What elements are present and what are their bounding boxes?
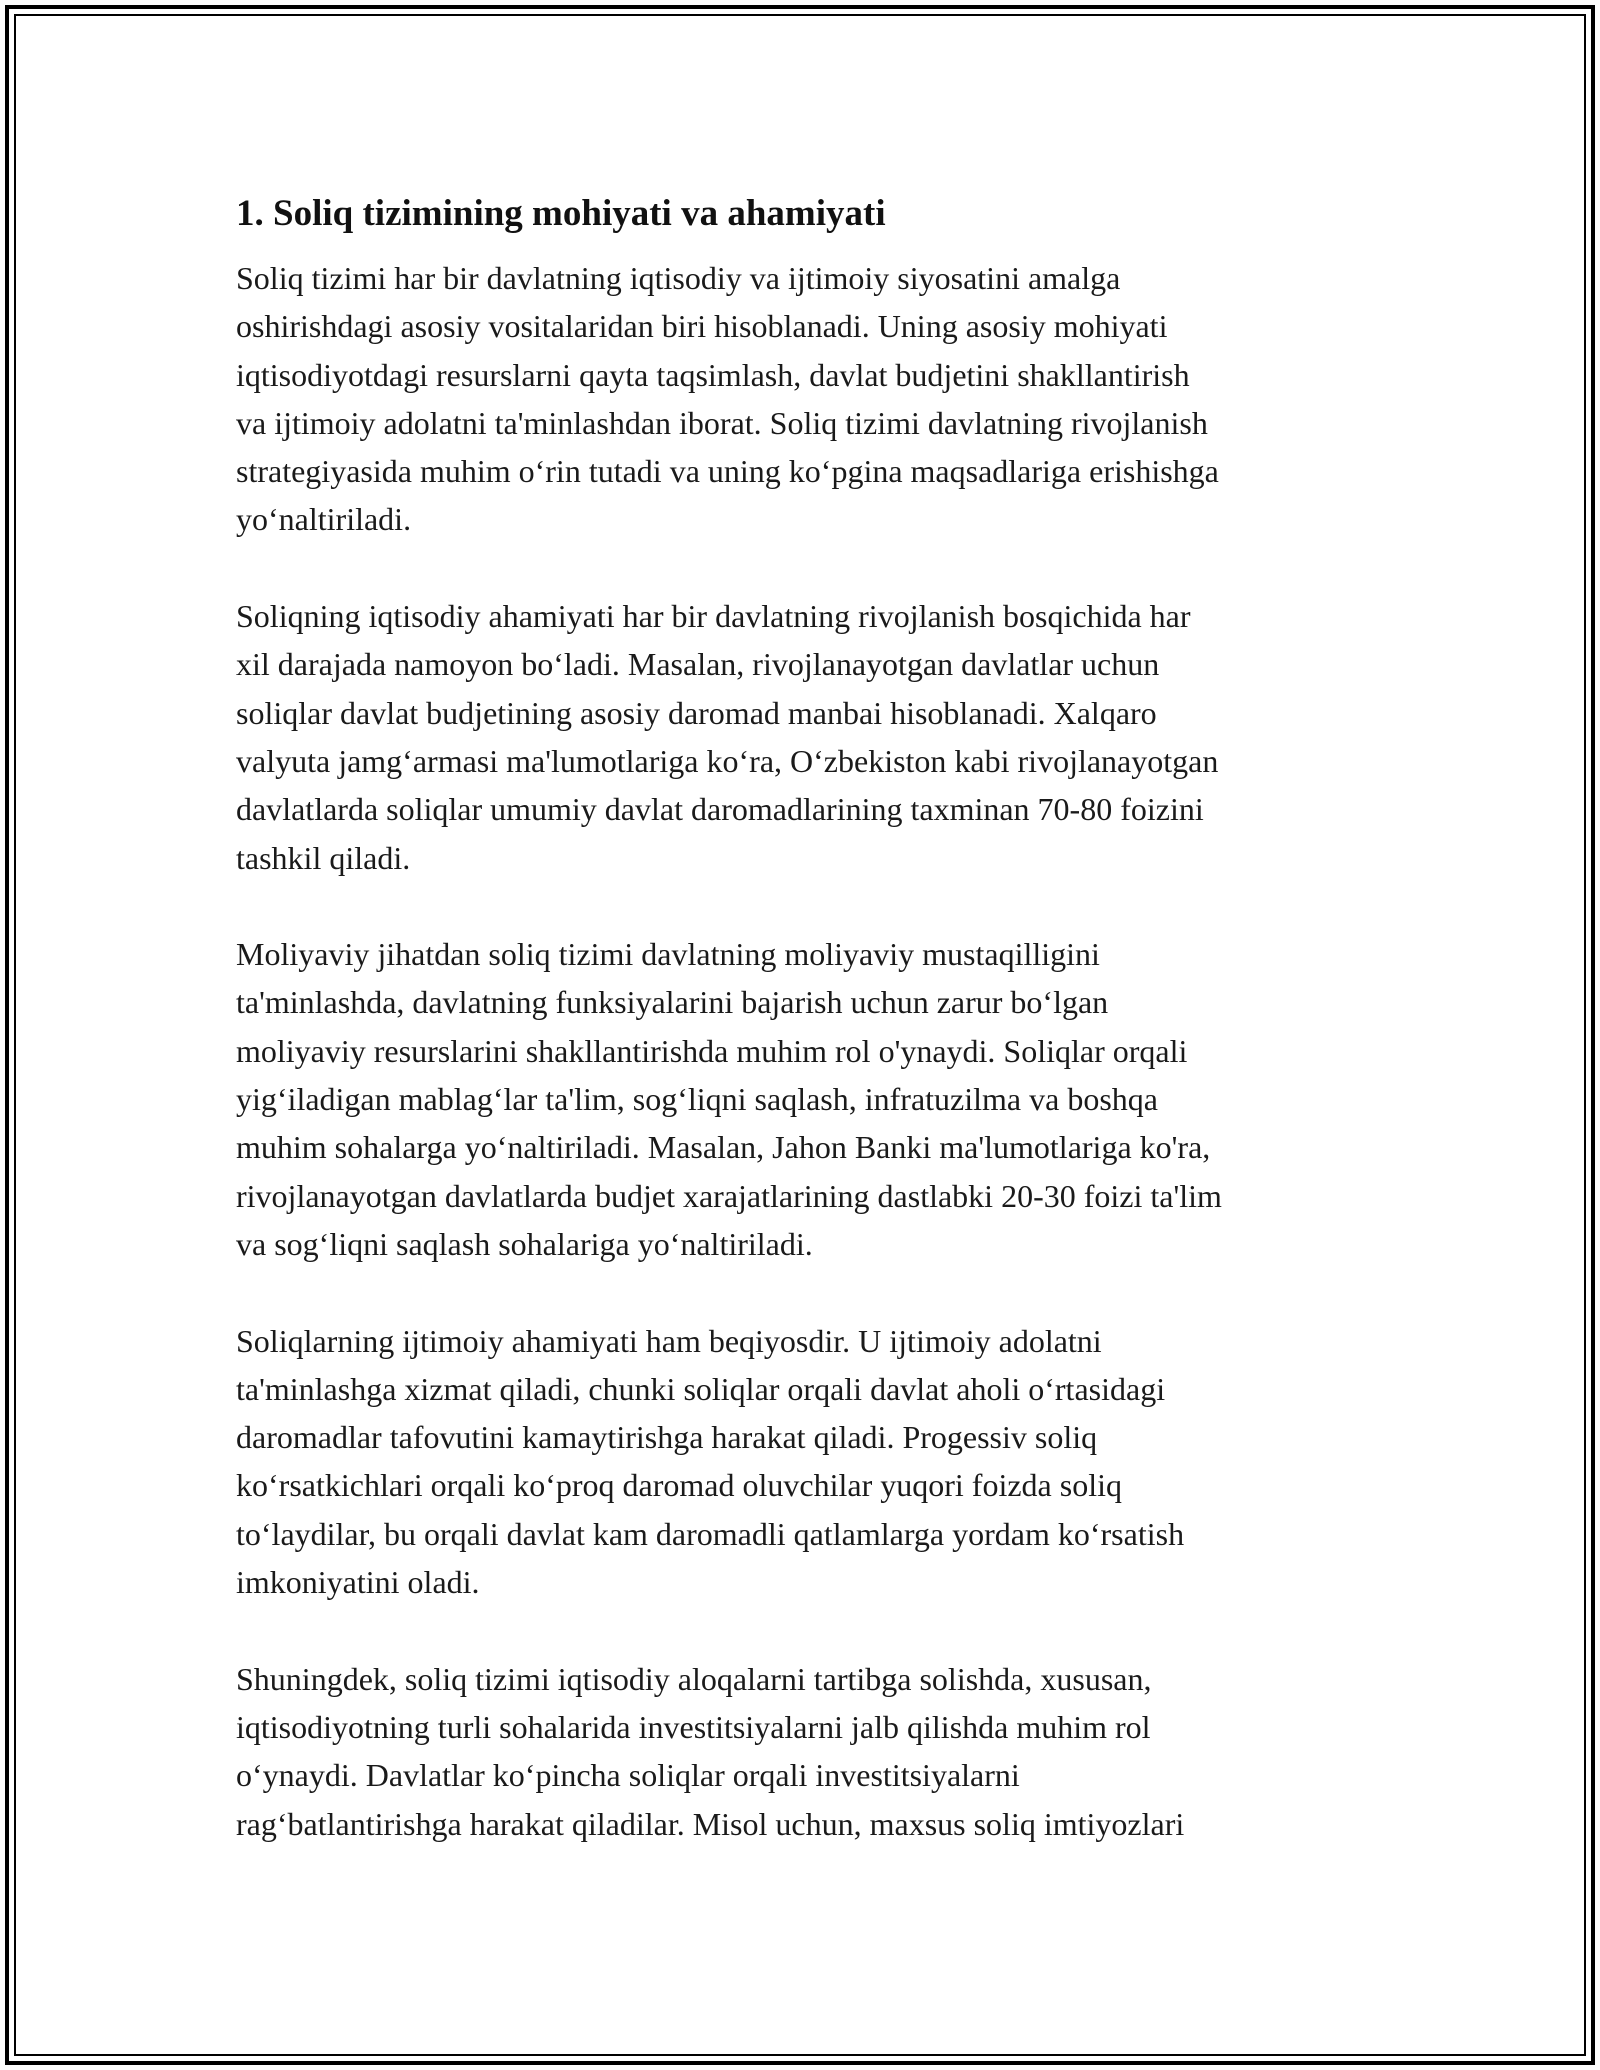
document-body (236, 186, 1376, 1896)
paragraph-investment-regulation: Shuningdek, soliq tizimi iqtisodiy aloqalarni tartibga solishda, xususan, iqtisodiyotning turli sohalarida investitsiyalarni jalb qilishda muhim rol o‘ynaydi. Davlatlar ko‘pincha soliqlar orqali investitsiyalarni rag‘batlantirishga harakat qiladilar. Misol uchun, maxsus soliq imtiyozlari (236, 1660, 1185, 1842)
paragraph-financial-aspect: Moliyaviy jihatdan soliq tizimi davlatning moliyaviy mustaqilligini ta'minlashda, davlatning funksiyalarini bajarish uchun zarur bo‘lgan moliyaviy resurslarini shakllantirishda muhim rol o'ynaydi. Soliqlar orqali yig‘iladigan mablag‘lar ta'lim, sog‘liqni saqlash, infratuzilma va boshqa muhim sohalarga yo‘naltiriladi. Masalan, Jahon Banki ma'lumotlariga ko'ra, rivojlanayotgan davlatlarda budjet xarajatlarining dastlabki 20-30 foizi ta'lim va sog‘liqni saqlash sohalariga yo‘naltiriladi. (236, 936, 1222, 1262)
paragraph-social-importance: Soliqlarning ijtimoiy ahamiyati ham beqiyosdir. U ijtimoiy adolatni ta'minlashga xizmat qiladi, chunki soliqlar orqali davlat aholi o‘rtasidagi daromadlar tafovutini kamaytirishga harakat qiladi. Progessiv soliq ko‘rsatkichlari orqali ko‘proq daromad oluvchilar yuqori foizda soliq to‘laydilar, bu orqali davlat kam daromadli qatlamlarga yordam ko‘rsatish imkoniyatini oladi. (236, 1322, 1185, 1601)
paragraph-essence: Soliq tizimi har bir davlatning iqtisodiy va ijtimoiy siyosatini amalga oshirishdagi asosiy vositalaridan biri hisoblanadi. Uning asosiy mohiyati iqtisodiyotdagi resurslarni qayta taqsimlash, davlat budjetini shakllantirish va ijtimoiy adolatni ta'minlashdan iborat. Soliq tizimi davlatning rivojlanish strategiyasida muhim o‘rin tutadi va uning ko‘pgina maqsadlariga erishishga yo‘naltiriladi. (236, 260, 1219, 538)
section-heading: 1. Soliq tizimining mohiyati va ahamiyati (236, 193, 886, 234)
paragraph-economic-importance: Soliqning iqtisodiy ahamiyati har bir davlatning rivojlanish bosqichida har xil darajada namoyon bo‘ladi. Masalan, rivojlanayotgan davlatlar uchun soliqlar davlat budjetining asosiy daromad manbai hisoblanadi. Xalqaro valyuta jamg‘armasi ma'lumotlariga ko‘ra, O‘zbekiston kabi rivojlanayotgan davlatlarda soliqlar umumiy davlat daromadlarining taxminan 70-80 foizini tashkil qiladi. (236, 598, 1219, 876)
